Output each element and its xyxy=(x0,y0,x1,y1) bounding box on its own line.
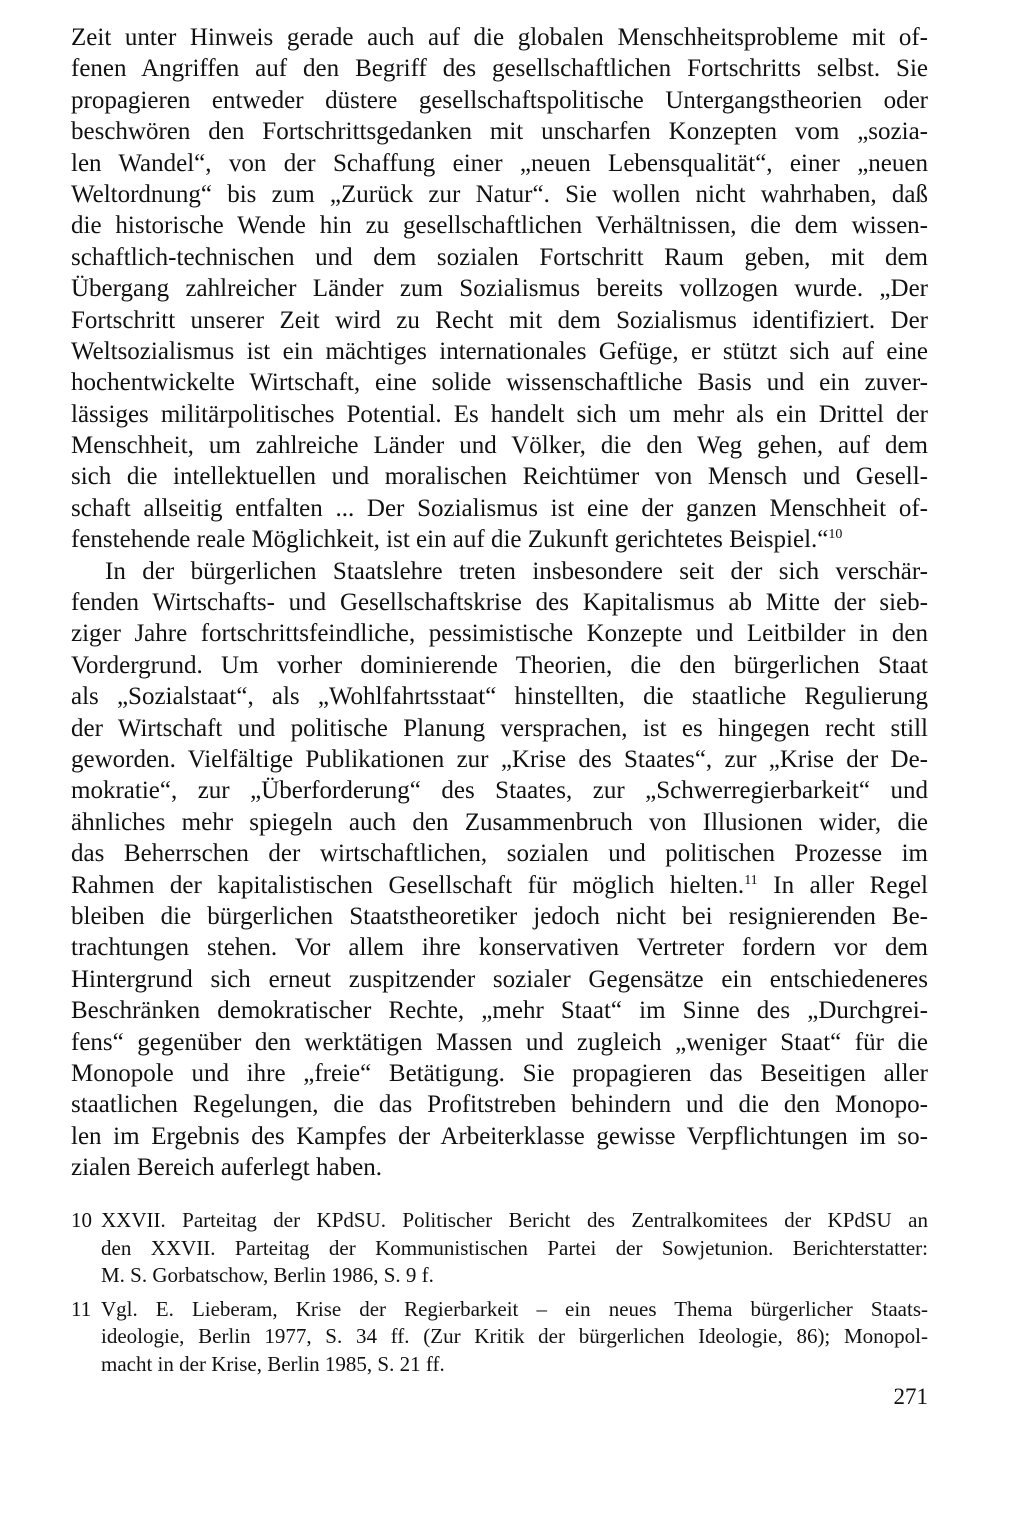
line-text: In der bürgerlichen Staatslehre treten insbesondere seit der sich verschär- xyxy=(105,557,928,585)
line-text: propagieren entweder düstere gesellschaftspolitische Untergangstheorien oder xyxy=(71,86,928,114)
line-text: len Wandel“, von der Schaffung einer „neuen Lebensqualität“, einer „neuen xyxy=(71,149,928,177)
text-line xyxy=(71,556,928,587)
line-text: staatlichen Regelungen, die das Profitstreben behindern und die den Monopo- xyxy=(71,1091,928,1119)
footnote-line: den XXVII. Parteitag der Kommunistischen Partei der Sowjetunion. Berichterstatter: xyxy=(101,1235,928,1260)
text-line xyxy=(71,901,928,932)
line-text: trachtungen stehen. Vor allem ihre konservativen Vertreter fordern vor dem xyxy=(71,934,928,962)
text-line xyxy=(71,273,928,304)
text-line xyxy=(71,430,928,461)
footnote-number: 11 xyxy=(71,1296,92,1321)
text-line xyxy=(71,1058,928,1089)
line-text: sich die intellektuellen und moralischen Reichtümer von Mensch und Gesell- xyxy=(71,463,928,491)
footnote-line: M. S. Gorbatschow, Berlin 1986, S. 9 f. xyxy=(101,1263,434,1287)
line-text-rest: In aller Regel xyxy=(757,871,928,899)
footnotes xyxy=(71,1207,928,1384)
line-text: zialen Bereich auferlegt haben. xyxy=(71,1154,382,1182)
text-line xyxy=(71,336,928,367)
body-text xyxy=(71,22,928,1183)
line-text: Zeit unter Hinweis gerade auch auf die globalen Menschheitsprobleme mit of- xyxy=(71,24,928,51)
line-text: ähnliches mehr spiegeln auch den Zusammenbruch von Illusionen wider, die xyxy=(71,808,928,836)
line-text: Beschränken demokratischer Rechte, „mehr Staat“ im Sinne des „Durchgrei- xyxy=(71,997,928,1025)
text-line xyxy=(71,399,928,430)
text-line xyxy=(71,838,928,869)
footnote-11 xyxy=(71,1296,928,1379)
text-line xyxy=(71,744,928,775)
line-text: Weltordnung“ bis zum „Zurück zur Natur“. Sie wollen nicht wahrhaben, daß xyxy=(71,180,928,208)
line-text: len im Ergebnis des Kampfes der Arbeiterklasse gewisse Verpflichtungen im so- xyxy=(71,1122,928,1150)
line-text: als „Sozialstaat“, als „Wohlfahrtsstaat“ hinstellten, die staatliche Regulierung xyxy=(71,683,928,711)
line-text: geworden. Vielfältige Publikationen zur „Krise des Staates“, zur „Krise der De- xyxy=(71,745,928,773)
line-text: bleiben die bürgerlichen Staatstheoretiker jedoch nicht bei resignierenden Be- xyxy=(71,902,928,930)
line-text: Vordergrund. Um vorher dominierende Theorien, die den bürgerlichen Staat xyxy=(71,651,928,679)
text-line xyxy=(71,493,928,524)
text-line xyxy=(71,85,928,116)
line-text: fenden Wirtschafts- und Gesellschaftskrise des Kapitalismus ab Mitte der sieb- xyxy=(71,589,928,617)
line-text: das Beherrschen der wirtschaftlichen, sozialen und politischen Prozesse im xyxy=(71,840,928,868)
line-text: fens“ gegenüber den werktätigen Massen und zugleich „weniger Staat“ für die xyxy=(71,1028,928,1056)
footnote-reference: 11 xyxy=(744,872,758,888)
line-text: fenstehende reale Möglichkeit, ist ein auf die Zukunft gerichtetes Beispiel.“ xyxy=(71,526,829,554)
footnote-number: 10 xyxy=(71,1208,92,1232)
text-line xyxy=(71,807,928,838)
line-text: beschwören den Fortschrittsgedanken mit unscharfen Konzepten vom „sozia- xyxy=(71,118,928,146)
text-line xyxy=(71,995,928,1026)
text-line xyxy=(71,1027,928,1058)
footnote-line: XXVII. Parteitag der KPdSU. Politischer Bericht des Zentralkomitees der KPdSU an xyxy=(101,1208,928,1232)
line-text: mokratie“, zur „Überforderung“ des Staates, zur „Schwerregierbarkeit“ und xyxy=(71,777,928,805)
text-line xyxy=(71,116,928,147)
line-text: Rahmen der kapitalistischen Gesellschaft für möglich hielten. xyxy=(71,871,745,899)
footnote-10 xyxy=(71,1207,928,1290)
line-text: Weltsozialismus ist ein mächtiges internationales Gefüge, er stützt sich auf eine xyxy=(71,337,928,365)
line-text: Hintergrund sich erneut zuspitzender sozialer Gegensätze ein entschiedeneres xyxy=(71,965,928,993)
line-text: Menschheit, um zahlreiche Länder und Völker, die den Weg gehen, auf dem xyxy=(71,432,928,460)
text-line xyxy=(71,650,928,681)
text-line xyxy=(71,870,928,901)
text-line xyxy=(71,53,928,84)
page-number: 271 xyxy=(893,1384,928,1409)
text-line xyxy=(71,1121,928,1152)
text-line xyxy=(71,305,928,336)
footnote-line: macht in der Krise, Berlin 1985, S. 21 ff. xyxy=(101,1351,445,1376)
line-text: fenen Angriffen auf den Begriff des gesellschaftlichen Fortschritts selbst. Sie xyxy=(71,55,928,83)
text-line xyxy=(71,242,928,273)
footnote-line: Vgl. E. Lieberam, Krise der Regierbarkeit – ein neues Thema bürgerlicher Staats- xyxy=(101,1296,928,1321)
line-text: Übergang zahlreicher Länder zum Sozialismus bereits vollzogen wurde. „Der xyxy=(71,275,928,303)
line-text: lässiges militärpolitisches Potential. Es handelt sich um mehr als ein Drittel der xyxy=(71,400,928,428)
text-line xyxy=(71,148,928,179)
text-line xyxy=(71,587,928,618)
text-line xyxy=(71,1089,928,1120)
footnote-text xyxy=(101,1296,928,1379)
line-text: ziger Jahre fortschrittsfeindliche, pessimistische Konzepte und Leitbilder in den xyxy=(71,620,928,648)
text-line xyxy=(71,22,928,53)
text-line xyxy=(71,367,928,398)
text-line xyxy=(71,713,928,744)
text-line xyxy=(71,461,928,492)
line-text: schaft allseitig entfalten ... Der Sozialismus ist eine der ganzen Menschheit of- xyxy=(71,494,928,522)
line-text: Fortschritt unserer Zeit wird zu Recht mit dem Sozialismus identifiziert. Der xyxy=(71,306,928,334)
footnote-reference: 10 xyxy=(828,527,843,543)
text-line xyxy=(71,524,928,555)
footnote-text xyxy=(101,1207,928,1290)
line-text: der Wirtschaft und politische Planung versprachen, ist es hingegen recht still xyxy=(71,714,928,742)
text-line xyxy=(71,932,928,963)
text-line xyxy=(71,681,928,712)
text-line xyxy=(71,775,928,806)
footnote-line: ideologie, Berlin 1977, S. 34 ff. (Zur Kritik der bürgerlichen Ideologie, 86); Monopol- xyxy=(101,1324,928,1348)
line-text: die historische Wende hin zu gesellschaftlichen Verhältnissen, die dem wissen- xyxy=(71,212,928,240)
line-text: Monopole und ihre „freie“ Betätigung. Sie propagieren das Beseitigen aller xyxy=(71,1059,928,1087)
line-text: hochentwickelte Wirtschaft, eine solide wissenschaftliche Basis und ein zuver- xyxy=(71,369,928,397)
text-line xyxy=(71,210,928,241)
text-line xyxy=(71,964,928,995)
text-line xyxy=(71,179,928,210)
text-line xyxy=(71,618,928,649)
line-text: schaftlich-technischen und dem sozialen Fortschritt Raum geben, mit dem xyxy=(71,243,928,271)
text-line xyxy=(71,1152,928,1183)
